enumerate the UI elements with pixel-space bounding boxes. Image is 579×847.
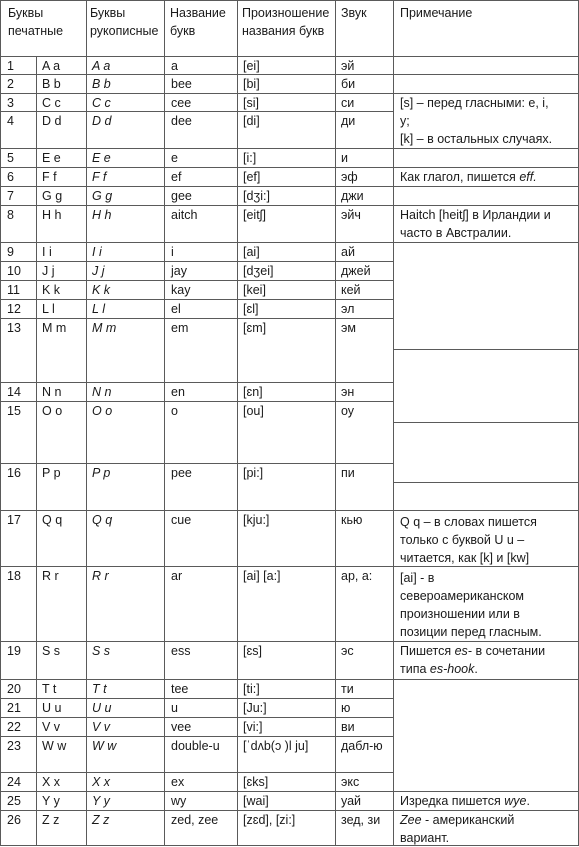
letter-name: cee — [171, 96, 192, 110]
sound: би — [341, 77, 356, 91]
row-divider — [393, 679, 579, 680]
row-divider — [393, 186, 579, 187]
handwritten-letter: A a — [92, 59, 111, 73]
row-number: 23 — [7, 739, 21, 753]
letter-name: vee — [171, 720, 192, 734]
row-number: 5 — [7, 151, 14, 165]
row-divider — [0, 845, 394, 846]
pronunciation: [di] — [243, 114, 260, 128]
row-number: 24 — [7, 775, 21, 789]
row-number: 22 — [7, 720, 21, 734]
pronunciation: [ai] — [243, 245, 260, 259]
row-divider — [393, 422, 579, 423]
note-c-line2: y; — [400, 114, 410, 128]
pronunciation: [ai] [a:] — [243, 569, 281, 583]
sound: эф — [341, 170, 358, 184]
pronunciation: [si] — [243, 96, 259, 110]
header-name: Название букв — [170, 6, 226, 38]
row-number: 12 — [7, 302, 21, 316]
pronunciation: [wai] — [243, 794, 269, 808]
note-r-line4: позиции перед гласным. — [400, 625, 542, 639]
sound: экс — [341, 775, 360, 789]
pronunciation: [ɛl] — [243, 302, 259, 316]
letter-name: ar — [171, 569, 183, 583]
row-number: 20 — [7, 682, 21, 696]
column-divider — [335, 0, 336, 846]
letter-name: e — [171, 151, 178, 165]
pronunciation: [kju:] — [243, 513, 270, 527]
note-r-line1: [ai] - в — [400, 571, 435, 585]
printed-letter: I i — [42, 245, 52, 259]
sound: и — [341, 151, 348, 165]
row-number: 1 — [7, 59, 14, 73]
sound: кей — [341, 283, 361, 297]
column-divider — [164, 0, 165, 846]
printed-letter: O o — [42, 404, 63, 418]
sound: ви — [341, 720, 355, 734]
sound: эм — [341, 321, 356, 335]
pronunciation: [ti:] — [243, 682, 260, 696]
printed-letter: P p — [42, 466, 61, 480]
letter-name: u — [171, 701, 178, 715]
letter-name: em — [171, 321, 189, 335]
handwritten-letter: S s — [92, 644, 111, 658]
printed-letter: H h — [42, 208, 62, 222]
row-number: 19 — [7, 644, 21, 658]
printed-letter: F f — [42, 170, 57, 184]
printed-letter: N n — [42, 385, 62, 399]
note-z-line1: Zee - американский — [400, 813, 515, 827]
sound: джей — [341, 264, 371, 278]
pronunciation: [ɛn] — [243, 385, 263, 399]
row-number: 15 — [7, 404, 21, 418]
handwritten-letter: J j — [92, 264, 105, 278]
pronunciation: [ei] — [243, 59, 260, 73]
pronunciation: [kei] — [243, 283, 266, 297]
row-divider — [393, 74, 579, 75]
printed-letter: V v — [42, 720, 61, 734]
printed-letter: E e — [42, 151, 61, 165]
row-number: 9 — [7, 245, 14, 259]
note-q-line3: читается, как [k] и [kw] — [400, 551, 530, 565]
letter-name: en — [171, 385, 185, 399]
header-note: Примечание — [400, 6, 473, 20]
printed-letter: K k — [42, 283, 61, 297]
sound: ар, а: — [341, 569, 373, 583]
pronunciation: [eitʃ] — [243, 208, 266, 222]
handwritten-letter: Z z — [92, 813, 110, 827]
row-divider — [0, 679, 394, 680]
sound: уай — [341, 794, 362, 808]
handwritten-letter: F f — [92, 170, 107, 184]
letter-name: bee — [171, 77, 192, 91]
row-divider — [393, 148, 579, 149]
row-divider — [0, 261, 394, 262]
note-h-line1: Haitch [heitʃ] в Ирландии и — [400, 208, 551, 222]
pronunciation: [zɛd], [zi:] — [243, 813, 296, 827]
row-number: 11 — [7, 283, 20, 297]
printed-letter: Z z — [42, 813, 60, 827]
note-q-line2: только с буквой U u – — [400, 533, 525, 547]
pronunciation: [ou] — [243, 404, 264, 418]
row-number: 26 — [7, 813, 21, 827]
handwritten-letter: W w — [92, 739, 117, 753]
row-number: 7 — [7, 189, 14, 203]
header-sound: Звук — [341, 6, 367, 20]
row-divider — [0, 167, 394, 168]
note-q-line1: Q q – в словах пишется — [400, 515, 537, 529]
handwritten-letter: U u — [92, 701, 112, 715]
row-divider — [393, 482, 579, 483]
pronunciation: [ɛs] — [243, 644, 262, 658]
column-divider — [237, 0, 238, 846]
row-number: 8 — [7, 208, 14, 222]
sound: джи — [341, 189, 364, 203]
printed-letter: R r — [42, 569, 59, 583]
pronunciation: [pi:] — [243, 466, 264, 480]
pronunciation: [ɛm] — [243, 321, 267, 335]
printed-letter: A a — [42, 59, 61, 73]
sound: си — [341, 96, 355, 110]
handwritten-letter: M m — [92, 321, 117, 335]
note-f: Как глагол, пишется eff. — [400, 170, 537, 184]
handwritten-letter: P p — [92, 466, 111, 480]
handwritten-letter: G g — [92, 189, 113, 203]
letter-name: a — [171, 59, 178, 73]
printed-letter: X x — [42, 775, 61, 789]
letter-name: ess — [171, 644, 191, 658]
printed-letter: M m — [42, 321, 67, 335]
printed-letter: W w — [42, 739, 67, 753]
note-r-line3: произношении или в — [400, 607, 520, 621]
handwritten-letter: D d — [92, 114, 112, 128]
handwritten-letter: B b — [92, 77, 111, 91]
note-h-line2: часто в Австралии. — [400, 226, 512, 240]
printed-letter: T t — [42, 682, 57, 696]
sound: пи — [341, 466, 355, 480]
letter-name: tee — [171, 682, 189, 696]
printed-letter: U u — [42, 701, 62, 715]
printed-letter: Q q — [42, 513, 63, 527]
header-printed: Буквы печатные — [8, 6, 64, 38]
sound: ай — [341, 245, 355, 259]
sound: эй — [341, 59, 355, 73]
note-y: Изредка пишется wye. — [400, 794, 530, 808]
row-number: 10 — [7, 264, 21, 278]
pronunciation: [Ju:] — [243, 701, 267, 715]
handwritten-letter: E e — [92, 151, 111, 165]
sound: зед, зи — [341, 813, 381, 827]
row-number: 25 — [7, 794, 21, 808]
handwritten-letter: Y y — [92, 794, 110, 808]
row-number: 13 — [7, 321, 21, 335]
handwritten-letter: O o — [92, 404, 113, 418]
letter-name: aitch — [171, 208, 198, 222]
sound: дабл-ю — [341, 739, 383, 753]
row-number: 16 — [7, 466, 21, 480]
handwritten-letter: H h — [92, 208, 112, 222]
letter-name: zed, zee — [171, 813, 219, 827]
printed-letter: B b — [42, 77, 61, 91]
row-divider — [393, 349, 579, 350]
sound: эл — [341, 302, 355, 316]
handwritten-letter: N n — [92, 385, 112, 399]
note-s-line1: Пишется es- в сочетании — [400, 644, 546, 658]
sound: эн — [341, 385, 355, 399]
handwritten-letter: Q q — [92, 513, 113, 527]
pronunciation: [ef] — [243, 170, 261, 184]
note-c-line1: [s] – перед гласными: e, i, — [400, 96, 549, 110]
column-divider — [393, 0, 394, 846]
letter-name: double-u — [171, 739, 220, 753]
handwritten-letter: K k — [92, 283, 111, 297]
pronunciation: [ˈdʌb(ɔ )l ju] — [243, 739, 309, 753]
letter-name: ef — [171, 170, 182, 184]
printed-letter: J j — [42, 264, 55, 278]
note-c-line3: [k] – в остальных случаях. — [400, 132, 553, 146]
sound: эйч — [341, 208, 361, 222]
handwritten-letter: C c — [92, 96, 111, 110]
header-pronunciation: Произношение названия букв — [242, 6, 330, 38]
sound: оу — [341, 404, 355, 418]
pronunciation: [ɛks] — [243, 775, 269, 789]
handwritten-letter: I i — [92, 245, 102, 259]
note-z-line2: вариант. — [400, 831, 450, 845]
letter-name: pee — [171, 466, 192, 480]
pronunciation: [dʒi:] — [243, 189, 270, 203]
row-number: 18 — [7, 569, 21, 583]
row-divider — [393, 510, 579, 511]
handwritten-letter: T t — [92, 682, 107, 696]
letter-name: gee — [171, 189, 192, 203]
row-divider — [0, 566, 394, 567]
printed-letter: D d — [42, 114, 62, 128]
letter-name: cue — [171, 513, 192, 527]
row-number: 3 — [7, 96, 14, 110]
printed-letter: L l — [42, 302, 55, 316]
row-number: 2 — [7, 77, 14, 91]
handwritten-letter: L l — [92, 302, 105, 316]
header-handwritten: Буквы рукописные — [90, 6, 159, 38]
row-number: 17 — [7, 513, 21, 527]
printed-letter: S s — [42, 644, 61, 658]
letter-name: o — [171, 404, 178, 418]
row-divider — [393, 56, 579, 57]
row-divider — [0, 242, 394, 243]
row-number: 6 — [7, 170, 14, 184]
row-number: 4 — [7, 114, 14, 128]
row-divider — [0, 299, 394, 300]
letter-name: el — [171, 302, 181, 316]
handwritten-letter: X x — [92, 775, 111, 789]
printed-letter: C c — [42, 96, 61, 110]
pronunciation: [i:] — [243, 151, 257, 165]
row-divider — [393, 242, 579, 243]
sound: эс — [341, 644, 354, 658]
sound: ю — [341, 701, 351, 715]
sound: кью — [341, 513, 363, 527]
letter-name: wy — [171, 794, 187, 808]
letter-name: kay — [171, 283, 191, 297]
note-s-line2: типа es-hook. — [400, 662, 478, 676]
pronunciation: [dʒei] — [243, 264, 274, 278]
letter-name: jay — [171, 264, 187, 278]
printed-letter: Y y — [42, 794, 60, 808]
column-divider — [86, 0, 87, 846]
row-number: 14 — [7, 385, 21, 399]
column-divider — [0, 0, 1, 846]
printed-letter: G g — [42, 189, 63, 203]
note-r-line2: североамериканском — [400, 589, 524, 603]
pronunciation: [bi] — [243, 77, 260, 91]
column-divider — [36, 56, 37, 846]
letter-name: i — [171, 245, 174, 259]
handwritten-letter: V v — [92, 720, 111, 734]
letter-name: ex — [171, 775, 185, 789]
letter-name: dee — [171, 114, 192, 128]
sound: ди — [341, 114, 356, 128]
pronunciation: [vi:] — [243, 720, 263, 734]
handwritten-letter: R r — [92, 569, 109, 583]
sound: ти — [341, 682, 354, 696]
row-number: 21 — [7, 701, 21, 715]
